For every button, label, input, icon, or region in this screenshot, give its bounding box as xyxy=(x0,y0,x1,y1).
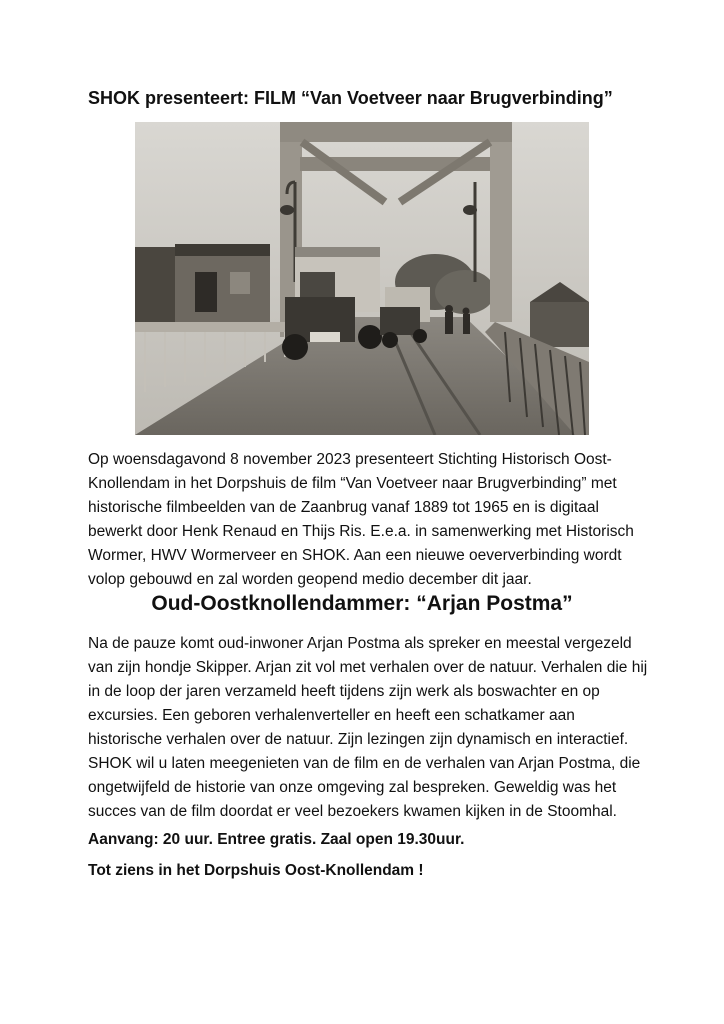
section-heading: Oud-Oostknollendammer: “Arjan Postma” xyxy=(151,592,573,615)
event-details: Aanvang: 20 uur. Entree gratis. Zaal open 19.30uur. xyxy=(88,831,465,848)
paragraph-speaker: Na de pauze komt oud-inwoner Arjan Postma als spreker en meestal vergezeld van zijn hondje Skipper. Arjan zit vol met verhalen over de natuur. Verhalen die hij in de loop der jaren verzameld heeft tijdens zijn werk als boswachter en op excursies. Een geboren verhalenverteller en heeft een schatkamer aan historische verhalen over de natuur. Zijn lezingen zijn dynamisch en interactief. xyxy=(88,635,648,748)
paragraph-film: Op woensdagavond 8 november 2023 presenteert Stichting Historisch Oost-Knollendam in het Dorpshuis de film “Van Voetveer naar Brugverbinding” met historische filmbeelden van de Zaanbrug vanaf 1889 tot 1965 en is digitaal bewerkt door Henk Renaud en Thijs Ris. E.e.a. in samenwerking met Historisch Wormer, HWV Wormerveer en SHOK. Aan een nieuwe oeververbinding wordt volop gebouwd en zal worden geopend medio december dit jaar. xyxy=(88,451,634,588)
historic-bridge-photo xyxy=(135,122,589,435)
closing-line: Tot ziens in het Dorpshuis Oost-Knollendam ! xyxy=(88,862,424,879)
page-title: SHOK presenteert: FILM “Van Voetveer naar Brugverbinding” xyxy=(88,88,613,108)
paragraph-invitation: SHOK wil u laten meegenieten van de film en de verhalen van Arjan Postma, die ongetwijfeld de historie van onze omgeving zal bespreken. Geweldig was het succes van de film doordat er veel bezoekers kwamen kijken in de Stoomhal. xyxy=(88,755,641,820)
